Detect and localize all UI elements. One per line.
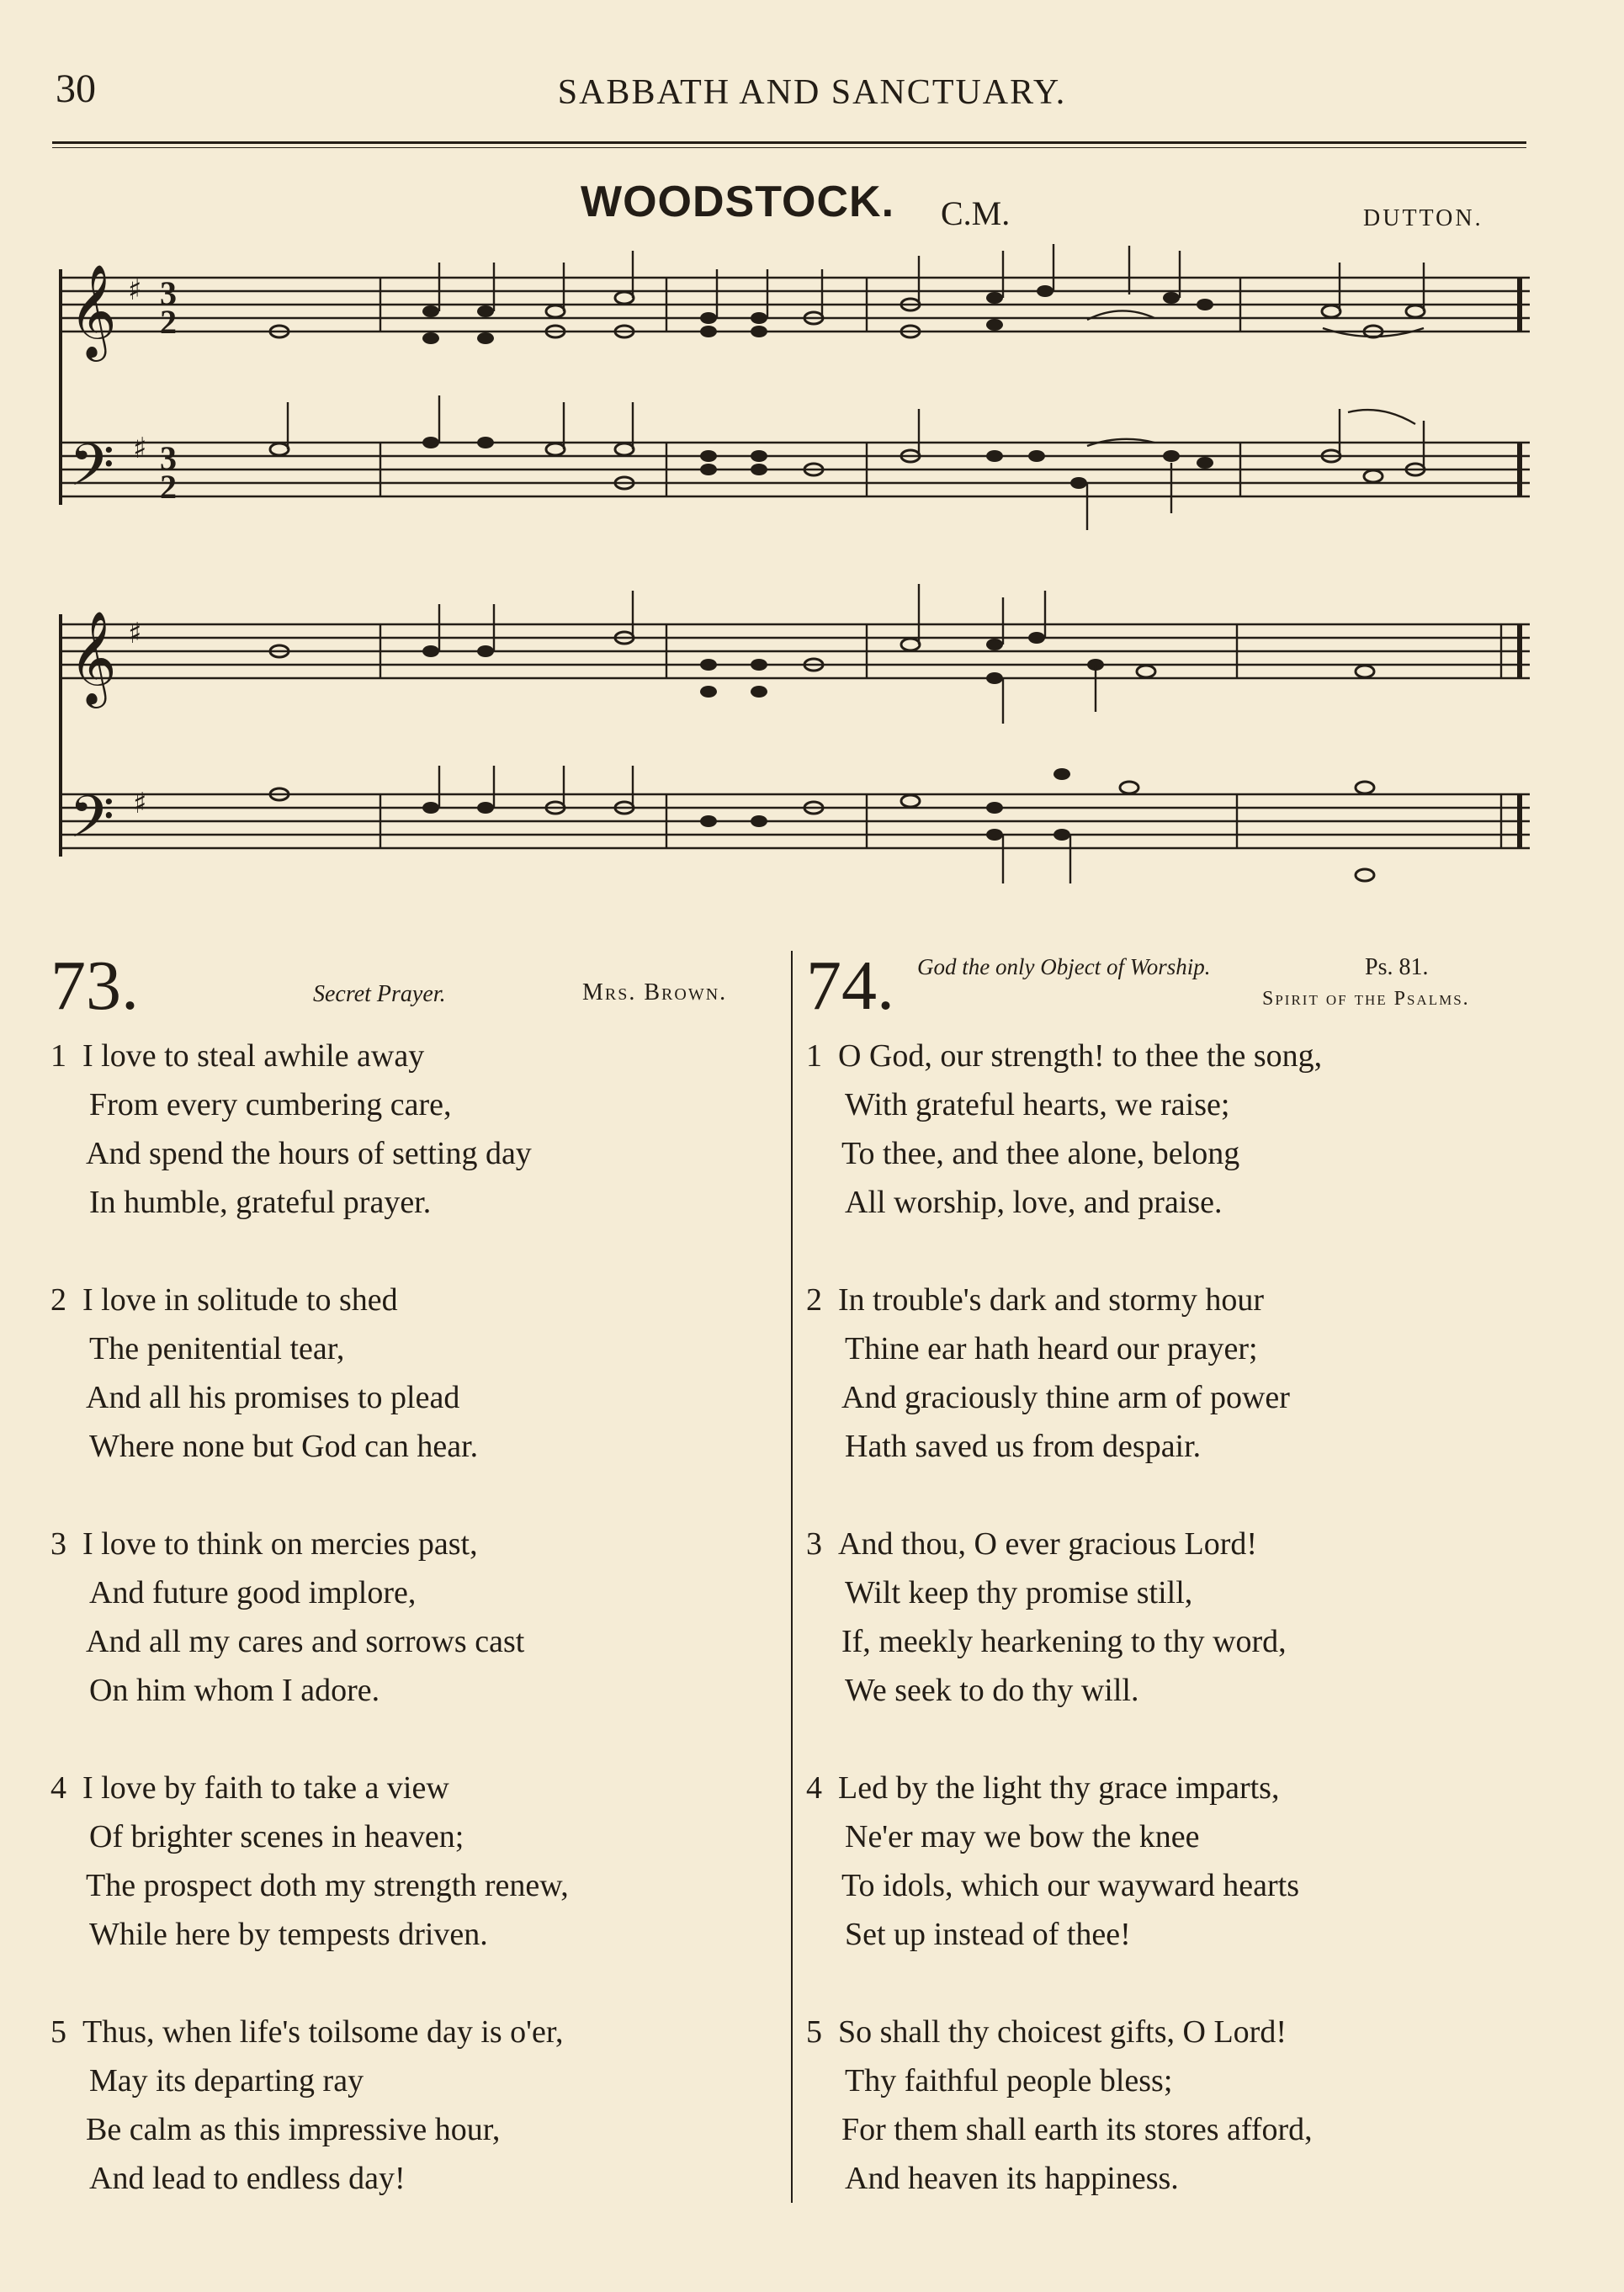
verse-line: May its departing ray <box>89 2063 364 2098</box>
verse-line: And all his promises to plead <box>86 1380 460 1415</box>
verse-line: In trouble's dark and stormy hour <box>838 1282 1265 1318</box>
bass-clef-icon: 𝄢 <box>69 783 115 865</box>
time-sig-top: 3 <box>160 274 177 312</box>
verse-number: 3 <box>806 1526 822 1562</box>
column-divider <box>791 951 793 2203</box>
hymn-74-verse-4 <box>806 1764 1299 1959</box>
verse-line: So shall thy choicest gifts, O Lord! <box>838 2014 1287 2050</box>
verse-line: If, meekly hearkening to thy word, <box>841 1624 1287 1659</box>
verse-number: 1 <box>806 1038 822 1074</box>
barlines-2 <box>380 624 1520 848</box>
verse-line: The prospect doth my strength renew, <box>86 1868 569 1903</box>
svg-text:♯: ♯ <box>128 617 142 650</box>
verse-line: Hath saved us from despair. <box>845 1429 1202 1464</box>
notes-filled <box>422 285 1213 841</box>
verse-line: Thine ear hath heard our prayer; <box>845 1331 1258 1366</box>
verse-number: 3 <box>50 1526 66 1562</box>
notes-open <box>270 292 1425 881</box>
verse-line: I love to steal awhile away <box>82 1038 425 1074</box>
hymn-73-verse-2 <box>50 1276 478 1471</box>
head-rule <box>52 141 1526 144</box>
verse-line: We seek to do thy will. <box>845 1673 1139 1708</box>
verse-line: With grateful hearts, we raise; <box>845 1087 1230 1122</box>
hymn-73-verse-3 <box>50 1520 524 1715</box>
verse-line: Thy faithful people bless; <box>845 2063 1173 2098</box>
verse-line: I love to think on mercies past, <box>82 1526 478 1562</box>
tune-composer: DUTTON. <box>1363 205 1483 231</box>
verse-line: Be calm as this impressive hour, <box>86 2112 501 2147</box>
verse-line: Wilt keep thy promise still, <box>845 1575 1193 1610</box>
verse-line: I love by faith to take a view <box>82 1770 449 1806</box>
verse-line: The penitential tear, <box>89 1331 345 1366</box>
verse-line: In humble, grateful prayer. <box>89 1185 432 1220</box>
svg-text:♯: ♯ <box>133 432 147 465</box>
verse-number: 2 <box>50 1282 66 1318</box>
hymn-74-verse-3 <box>806 1520 1287 1715</box>
hymn-73-verse-5 <box>50 2008 564 2203</box>
hymn-74-verse-2 <box>806 1276 1290 1471</box>
verse-line: O God, our strength! to thee the song, <box>838 1038 1323 1074</box>
verse-line: And lead to endless day! <box>89 2161 406 2196</box>
time-sig-bottom: 2 <box>160 303 177 341</box>
verse-line: Set up instead of thee! <box>845 1917 1131 1952</box>
verse-line: And graciously thine arm of power <box>841 1380 1290 1415</box>
bass-staff-2 <box>61 794 1530 848</box>
svg-text:♯: ♯ <box>133 787 147 820</box>
verse-line: And spend the hours of setting day <box>86 1136 532 1171</box>
verse-line: On him whom I adore. <box>89 1673 380 1708</box>
hymn-73-verse-4 <box>50 1764 569 1959</box>
tune-title: WOODSTOCK. <box>581 178 895 226</box>
verse-line: Ne'er may we bow the knee <box>845 1819 1200 1854</box>
barlines-1 <box>380 278 1520 496</box>
hymn-73-verse-1 <box>50 1032 532 1227</box>
verse-line: And future good implore, <box>89 1575 417 1610</box>
hymn-subject-73: Secret Prayer. <box>313 981 446 1007</box>
bass-clef-icon: 𝄢 <box>69 431 115 513</box>
page-number: 30 <box>56 66 96 111</box>
svg-text:♯: ♯ <box>128 273 142 307</box>
hymn-author-73: Mrs. Brown. <box>582 979 728 1005</box>
verse-line: All worship, love, and praise. <box>845 1185 1223 1220</box>
verse-line: For them shall earth its stores afford, <box>841 2112 1313 2147</box>
bass-staff-1 <box>61 443 1530 496</box>
time-sig-top: 3 <box>160 439 177 477</box>
hymn-ref-74: Ps. 81. <box>1365 954 1429 980</box>
tune-meter: C.M. <box>941 194 1011 232</box>
verse-number: 1 <box>50 1038 66 1074</box>
verse-line: Of brighter scenes in heaven; <box>89 1819 464 1854</box>
treble-staff-2 <box>61 624 1530 678</box>
verse-line: And heaven its happiness. <box>845 2161 1179 2196</box>
hymn-number-73: 73. <box>50 947 139 1025</box>
hymn-74-verse-1 <box>806 1032 1322 1227</box>
verse-line: Thus, when life's toilsome day is o'er, <box>82 2014 564 2050</box>
verse-line: Where none but God can hear. <box>89 1429 479 1464</box>
verse-line: From every cumbering care, <box>89 1087 452 1122</box>
verse-number: 2 <box>806 1282 822 1318</box>
head-rule-thin <box>52 147 1526 148</box>
verse-line: Led by the light thy grace imparts, <box>838 1770 1280 1806</box>
hymn-author-74: Spirit of the Psalms. <box>1262 988 1470 1010</box>
music-score <box>52 244 1542 917</box>
time-sig-bottom: 2 <box>160 468 177 506</box>
note-stems <box>288 244 1424 883</box>
hymn-subject-74: God the only Object of Worship. <box>917 954 1211 979</box>
verse-line: To idols, which our wayward hearts <box>841 1868 1299 1903</box>
hymn-74-verse-5 <box>806 2008 1313 2203</box>
treble-staff-1 <box>61 278 1530 332</box>
running-head: SABBATH AND SANCTUARY. <box>557 73 1067 112</box>
verse-line: And all my cares and sorrows cast <box>86 1624 525 1659</box>
verse-number: 4 <box>50 1770 66 1806</box>
treble-clef-icon: 𝄞 <box>69 610 117 704</box>
hymn-number-74: 74. <box>806 947 894 1025</box>
verse-number: 4 <box>806 1770 822 1806</box>
verse-line: I love in solitude to shed <box>82 1282 398 1318</box>
treble-clef-icon: 𝄞 <box>69 263 117 358</box>
verse-line: To thee, and thee alone, belong <box>841 1136 1240 1171</box>
verse-number: 5 <box>50 2014 66 2050</box>
verse-number: 5 <box>806 2014 822 2050</box>
verse-line: While here by tempests driven. <box>89 1917 488 1952</box>
verse-line: And thou, O ever gracious Lord! <box>838 1526 1258 1562</box>
